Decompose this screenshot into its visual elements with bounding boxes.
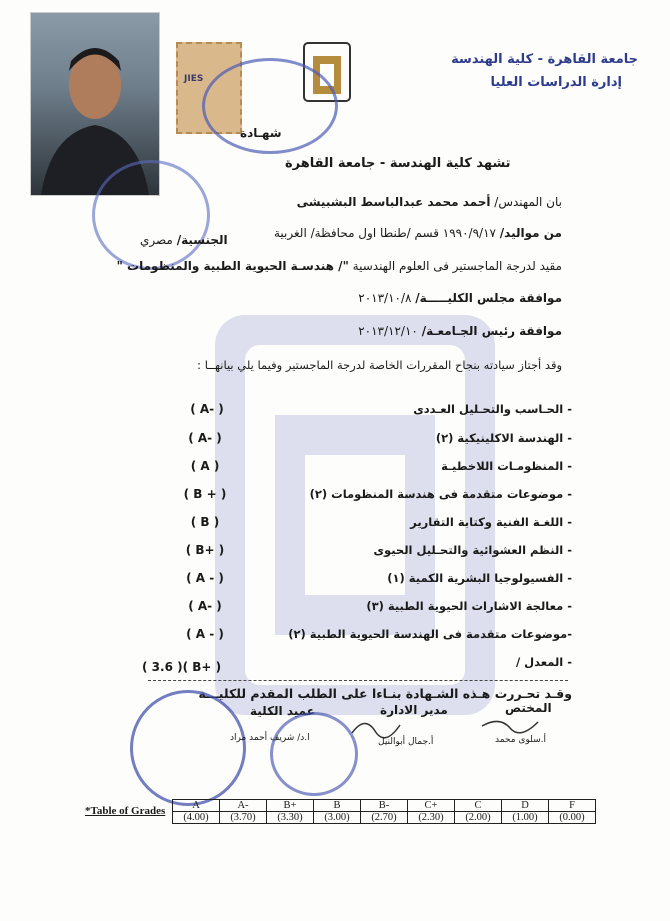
engineer-label: بان المهندس/ — [494, 195, 562, 209]
nationality-value: مصري — [140, 233, 173, 247]
course-name: - المنظومـات اللاخطيـة — [441, 459, 572, 473]
nationality-label: الجنسية/ — [176, 233, 228, 247]
gpa-value: ( 3.6 )( B+ ) — [142, 660, 222, 674]
course-name: - الحـاسب والتحـليل العـددى — [413, 402, 572, 416]
course-name: - موضوعات متقدمة فى هندسة المنظومات (٢) — [309, 487, 572, 501]
role-director: مدير الادارة — [380, 703, 448, 717]
grade-letter: A- — [220, 800, 267, 812]
grade-points: (3.30) — [267, 812, 314, 824]
grade-letter: C — [455, 800, 502, 812]
course-grade: ( B ) — [190, 515, 220, 529]
council-row — [358, 291, 562, 305]
council-date: ٢٠١٣/١٠/٨ — [358, 291, 412, 305]
program-name: "/ هندسـة الحيوية الطبية والمنظومات " — [116, 259, 349, 273]
course-name: - الفسيولوجيا البشرية الكمية (١) — [387, 571, 572, 585]
engineer-row — [297, 195, 562, 209]
course-grade: ( A ) — [190, 459, 220, 473]
course-name: - اللغـة الفنية وكتابة التقارير — [410, 515, 572, 529]
grade-points: (2.70) — [361, 812, 408, 824]
certificate-title: شهـادة — [240, 126, 282, 140]
grade-letter: F — [549, 800, 596, 812]
role-dean: عميد الكلية — [250, 704, 315, 718]
president-date: ٢٠١٣/١٢/١٠ — [358, 324, 418, 338]
enrolled-text: مقيد لدرجة الماجستير فى العلوم الهندسية — [352, 259, 562, 273]
dean-stamp — [270, 712, 358, 796]
course-name: -موضوعات متقدمة فى الهندسة الحيوية الطبية (٢) — [288, 627, 572, 641]
birth-row — [274, 226, 562, 240]
officer-signature — [480, 712, 540, 736]
grade-points: (3.00) — [314, 812, 361, 824]
grade-points: (1.00) — [502, 812, 549, 824]
passed-statement: وقد أجتاز سيادته بنجاح المقررات الخاصة لدرجة الماجستير وفيما يلي بيانهــا : — [197, 358, 562, 372]
grade-points: (2.00) — [455, 812, 502, 824]
president-label: موافقة رئيس الجـامعـة/ — [421, 324, 562, 338]
grade-letter: D — [502, 800, 549, 812]
course-grade: ( A- ) — [188, 431, 222, 445]
grade-points: (3.70) — [220, 812, 267, 824]
course-name: - معالجة الاشارات الحيوية الطبية (٣) — [366, 599, 572, 613]
course-name: - الهندسة الاكلينيكية (٢) — [435, 431, 572, 445]
course-grade: ( B+ ) — [185, 543, 225, 557]
birth-label: من مواليد/ — [499, 226, 562, 240]
divider — [148, 680, 568, 681]
grade-letter: C+ — [408, 800, 455, 812]
republic-seal-stamp — [130, 690, 246, 806]
dean-name: ا.د/ شريف أحمد مراد — [230, 733, 310, 743]
grade-letter: B — [314, 800, 361, 812]
course-name: - النظم العشوائية والتحـليل الحيوى — [373, 543, 572, 557]
department-name: إدارة الدراسات العليا — [490, 75, 622, 90]
course-grade: ( A - ) — [186, 571, 224, 585]
grade-letter: A — [173, 800, 220, 812]
grade-letter: B- — [361, 800, 408, 812]
grade-points: (4.00) — [173, 812, 220, 824]
grade-letter: B+ — [267, 800, 314, 812]
president-row — [358, 324, 562, 338]
course-grade: ( A - ) — [186, 627, 224, 641]
birth-date: ١٩٩٠/٩/١٧ — [442, 226, 496, 240]
course-grade: ( B + ) — [183, 487, 227, 501]
revenue-stamp-text: JIES — [184, 74, 204, 84]
grades-table — [172, 799, 596, 824]
grade-points: (0.00) — [549, 812, 596, 824]
round-stamp-photo — [92, 160, 210, 270]
enrolled-row — [117, 259, 562, 273]
council-label: موافقة مجلس الكليـــــة/ — [415, 291, 562, 305]
birth-place: قسم /طنطا اول محافظة/ الغربية — [274, 226, 439, 240]
role-officer: المختص — [505, 701, 552, 715]
course-grade: ( A- ) — [190, 402, 224, 416]
grade-points: (2.30) — [408, 812, 455, 824]
engineer-name: أحمد محمد عبدالباسط البشبيشى — [296, 195, 491, 209]
university-name: جامعة القاهرة - كلية الهندسة — [451, 52, 638, 67]
certificate-subtitle: تشهد كلية الهندسة - جامعة القاهرة — [285, 156, 511, 171]
grades-table-label: *Table of Grades — [85, 805, 166, 817]
director-name: أ.جمال أبوالنيل — [378, 737, 434, 747]
officer-name: أ.سلوى محمد — [495, 735, 546, 745]
course-grade: ( A- ) — [188, 599, 222, 613]
grades-letters-row — [173, 800, 596, 812]
issued-statement: وقـد تحـررت هـذه الشـهادة بنـاءا على الطلب المقدم للكليـــة — [198, 686, 572, 701]
gpa-label: - المعدل / — [515, 655, 572, 669]
nationality-row — [140, 233, 228, 247]
grades-points-row — [173, 812, 596, 824]
